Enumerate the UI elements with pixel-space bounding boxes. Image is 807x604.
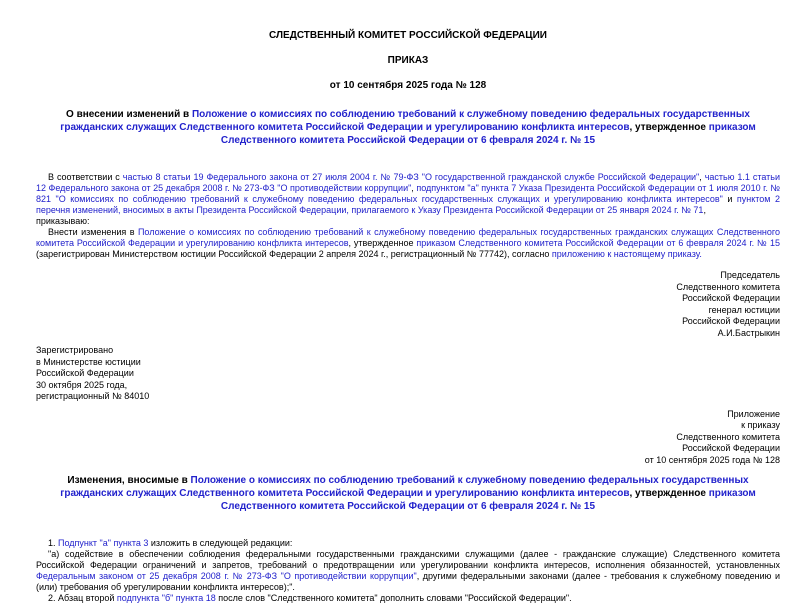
registration-line: в Министерстве юстиции [36,356,141,367]
doc-date-number: от 10 сентября 2025 года № 128 [329,80,487,91]
org-name: СЛЕДСТВЕННЫЙ КОМИТЕТ РОССИЙСКОЙ ФЕДЕРАЦИИ [269,30,547,41]
text-run: 1. [48,538,59,548]
amendment-item-2 [36,593,780,604]
signature-line: Российской Федерации [682,293,780,303]
text-run: В соответствии с [48,172,123,182]
decree-word: приказываю: [36,216,90,226]
text-run: , [411,183,417,193]
doc-link[interactable]: Подпункт "а" пункта 3 [58,538,149,548]
text-run: после слов "Следственного комитета" дополнить словами "Российской Федерации". [215,593,572,603]
signature-line: Председатель [720,270,780,280]
text-run: "а) содействие в обеспечении соблюдения федеральными государственными гражданскими служащими (далее - гражданские служащие) Следственного комитета Российской Федерации ограничений и запретов, требований о предотвращении или урегулировании конфликта интересов, исполнения обязанностей, установленных [36,549,780,570]
doc-title [36,108,780,147]
text-run: , [703,205,706,215]
text-run: 2. Абзац второй [48,593,117,603]
text-run: Изменения, вносимые в [67,475,191,486]
annex-header-line: к приказу [741,420,780,430]
text-run: , утвержденное [629,122,709,133]
annex-header-line: Следственного комитета [676,431,780,442]
text-run: Внести изменения в [48,227,138,237]
text-run: , [699,172,705,182]
registration-number: регистрационный № 84010 [36,391,150,401]
doc-link[interactable]: частью 1.1 статьи 12 Федерального закона от 25 декабря 2008 г. № 273-ФЗ "О противодействии коррупции" [36,172,781,193]
registration-date: 30 октября 2025 года, [36,379,128,390]
text-run: , другими федеральными законами (далее - требования к служебному поведению и (или) требования об урегулировании конфликта интересов);". [36,571,781,592]
text-run: (зарегистрирован Министерством юстиции Российской Федерации 2 апреля 2024 г., регистрационный № 77742), согласно [36,249,552,259]
text-run: и [722,194,737,204]
amendment-item-1-text [36,549,780,593]
amendment-item-1 [36,538,780,549]
signature-block [36,270,780,339]
preamble-paragraph [36,172,780,216]
doc-type: ПРИКАЗ [387,55,429,66]
annex-header-line: от 10 сентября 2025 года № 128 [644,454,780,465]
signature-line: Российской Федерации [682,316,780,326]
signer-name: А.И.Бастрыкин [717,327,780,338]
doc-link[interactable]: пунктом 2 перечня изменений, вносимых в акты Президента Российской Федерации, прилагаемого к Указу Президента Российской Федерации от 25 января 2024 г. № 71 [36,194,780,215]
order-paragraph [36,227,780,260]
doc-link[interactable]: приказом Следственного комитета Российской Федерации от 6 февраля 2024 г. № 15 [416,238,780,248]
doc-link[interactable]: Положение о комиссиях по соблюдению требований к служебному поведению федеральных государственных гражданских служащих Следственного комитета Российской Федерации и урегулированию конфликта интересов [36,227,780,248]
registration-line: Зарегистрировано [36,345,114,355]
text-run: , утвержденное [629,488,709,499]
text-run: О внесении изменений в [66,109,192,120]
text-run: , утвержденное [348,238,417,248]
doc-link[interactable]: Положение о комиссиях по соблюдению требований к служебному поведению федеральных государственных гражданских служащих Следственного комитета Российской Федерации и урегулированию конфликта интересов [60,475,749,499]
doc-link[interactable]: подпунктом "а" пункта 7 Указа Президента Российской Федерации от 1 июля 2010 г. № 821 "О комиссиях по соблюдению требований к служебному поведению федеральных государственных служащих и урегулированию конфликта интересов" [36,183,780,204]
doc-link[interactable]: частью 8 статьи 19 Федерального закона от 27 июля 2004 г. № 79-ФЗ "О государственной гражданской службе Российской Федерации" [122,172,700,182]
amendments-section [36,538,780,604]
annex-title [36,474,780,513]
doc-link[interactable]: Федеральным законом от 25 декабря 2008 г. № 273-ФЗ "О противодействии коррупции" [36,571,417,581]
annex-header-line: Российской Федерации [682,443,780,453]
annex-header-line: Приложение [727,408,780,419]
registration-block [36,345,780,403]
doc-link[interactable]: приказом Следственного комитета Российской Федерации от 6 февраля 2024 г. № 15 [220,122,756,146]
signature-line: Следственного комитета [676,281,780,292]
doc-link[interactable]: приложению к настоящему приказу. [551,249,702,259]
doc-link[interactable]: приказом Следственного комитета Российской Федерации от 6 февраля 2024 г. № 15 [220,488,756,512]
doc-link[interactable]: Положение о комиссиях по соблюдению требований к служебному поведению федеральных государственных гражданских служащих Следственного комитета Российской Федерации и урегулированию конфликта интересов [60,109,750,133]
annex-header-block [36,409,780,467]
registration-line: Российской Федерации [36,368,134,378]
text-run: изложить в следующей редакции: [148,538,293,548]
signature-line: генерал юстиции [708,304,780,315]
doc-link[interactable]: подпункта "б" пункта 18 [116,593,216,603]
